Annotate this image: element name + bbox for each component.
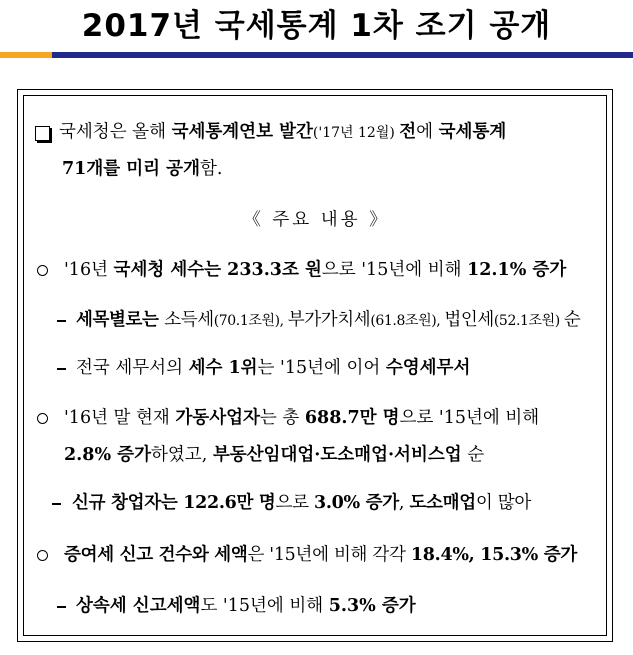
sub-text-bold: 세수 1위 bbox=[188, 358, 258, 378]
sub-text-small: (70.1조원), bbox=[213, 313, 288, 329]
bullet-2-sub-1-line bbox=[72, 491, 531, 515]
bullet-text-bold: 12.1% 증가 bbox=[467, 260, 567, 280]
sub-text: 부가가치세 bbox=[287, 310, 371, 330]
sub-text: , bbox=[398, 493, 410, 513]
bullet-text: '16년 bbox=[64, 260, 114, 280]
intro-line-2 bbox=[62, 157, 222, 181]
intro-text: 에 bbox=[416, 122, 439, 142]
bullet-text: 으로 '15년에 비해 bbox=[399, 408, 540, 428]
sub-text-bold: 수영세무서 bbox=[385, 358, 471, 378]
dash-icon bbox=[57, 320, 66, 322]
dash-icon bbox=[57, 368, 66, 370]
bullet-text: 는 총 bbox=[259, 408, 305, 428]
intro-text-small: ('17년 12월) bbox=[312, 125, 400, 141]
underline-navy-segment bbox=[52, 52, 633, 58]
circle-icon bbox=[37, 413, 48, 424]
intro-text: 국세청은 올해 bbox=[59, 122, 172, 142]
sub-text: 법인세 bbox=[444, 310, 494, 330]
title-underline bbox=[0, 52, 633, 58]
sub-text-bold: 도소매업 bbox=[409, 493, 476, 513]
bullet-text-bold: 부동산임대업·도소매업·서비스업 bbox=[212, 445, 462, 465]
sub-text-small: (61.8조원), bbox=[370, 313, 445, 329]
sub-text: 소득세 bbox=[164, 310, 214, 330]
sub-text: 으로 bbox=[275, 493, 315, 513]
intro-text: 함. bbox=[199, 159, 223, 179]
underline-orange-segment bbox=[0, 52, 52, 58]
dash-icon bbox=[57, 606, 66, 608]
circle-icon bbox=[37, 265, 48, 276]
bullet-text: 순 bbox=[461, 445, 485, 465]
intro-text-bold: 71개를 미리 공개 bbox=[62, 159, 200, 179]
checkbox-icon bbox=[35, 126, 50, 141]
dash-icon bbox=[52, 503, 61, 505]
bullet-text: 은 '15년에 비해 각각 bbox=[247, 545, 411, 565]
intro-text-bold: 국세통계연보 발간 bbox=[171, 122, 313, 142]
bullet-text: 하였고, bbox=[150, 445, 213, 465]
bullet-text-bold: 증여세 신고 건수와 세액 bbox=[64, 545, 248, 565]
bullet-text: '16년 말 현재 bbox=[64, 408, 176, 428]
bullet-2-line-2 bbox=[64, 443, 484, 467]
bullet-text-bold: 국세청 세수는 233.3조 원 bbox=[113, 260, 322, 280]
page-title: 2017년 국세통계 1차 조기 공개 bbox=[81, 8, 552, 44]
bullet-3-line bbox=[64, 543, 577, 567]
sub-text-bold: 신규 창업자는 bbox=[72, 493, 184, 513]
sub-text: 는 '15년에 이어 bbox=[257, 358, 386, 378]
circle-icon bbox=[37, 550, 48, 561]
sub-text-small: (52.1조원) bbox=[493, 313, 564, 329]
section-heading: 《 주요 내용 》 bbox=[243, 210, 390, 230]
sub-text-bold: 세목별로는 bbox=[76, 310, 165, 330]
bullet-2-line-1 bbox=[64, 406, 539, 430]
sub-text-bold: 3.0% 증가 bbox=[314, 493, 399, 513]
sub-text: 이 많아 bbox=[475, 493, 531, 513]
bullet-3-sub-1-line bbox=[76, 594, 416, 618]
intro-text-bold: 국세통계 bbox=[438, 122, 507, 142]
sub-text: 순 bbox=[563, 310, 581, 330]
sub-text: 도 '15년에 비해 bbox=[200, 596, 329, 616]
bullet-1-sub-2-line bbox=[76, 356, 470, 380]
intro-text-bold: 전 bbox=[399, 122, 417, 142]
bullet-text: 으로 '15년에 비해 bbox=[321, 260, 468, 280]
bullet-1-line bbox=[64, 258, 566, 282]
sub-text: 전국 세무서의 bbox=[76, 358, 189, 378]
sub-text-bold: 5.3% 증가 bbox=[328, 596, 416, 616]
bullet-text-bold: 18.4%, 15.3% 증가 bbox=[410, 545, 577, 565]
sub-text-bold: 122.6만 명 bbox=[183, 493, 276, 513]
bullet-text-bold: 688.7만 명 bbox=[304, 408, 400, 428]
bullet-1-sub-1-line bbox=[76, 308, 580, 333]
sub-text-bold: 상속세 신고세액 bbox=[76, 596, 201, 616]
intro-line-1 bbox=[59, 120, 506, 145]
bullet-text-bold: 2.8% 증가 bbox=[64, 445, 151, 465]
bullet-text-bold: 가동사업자 bbox=[175, 408, 260, 428]
